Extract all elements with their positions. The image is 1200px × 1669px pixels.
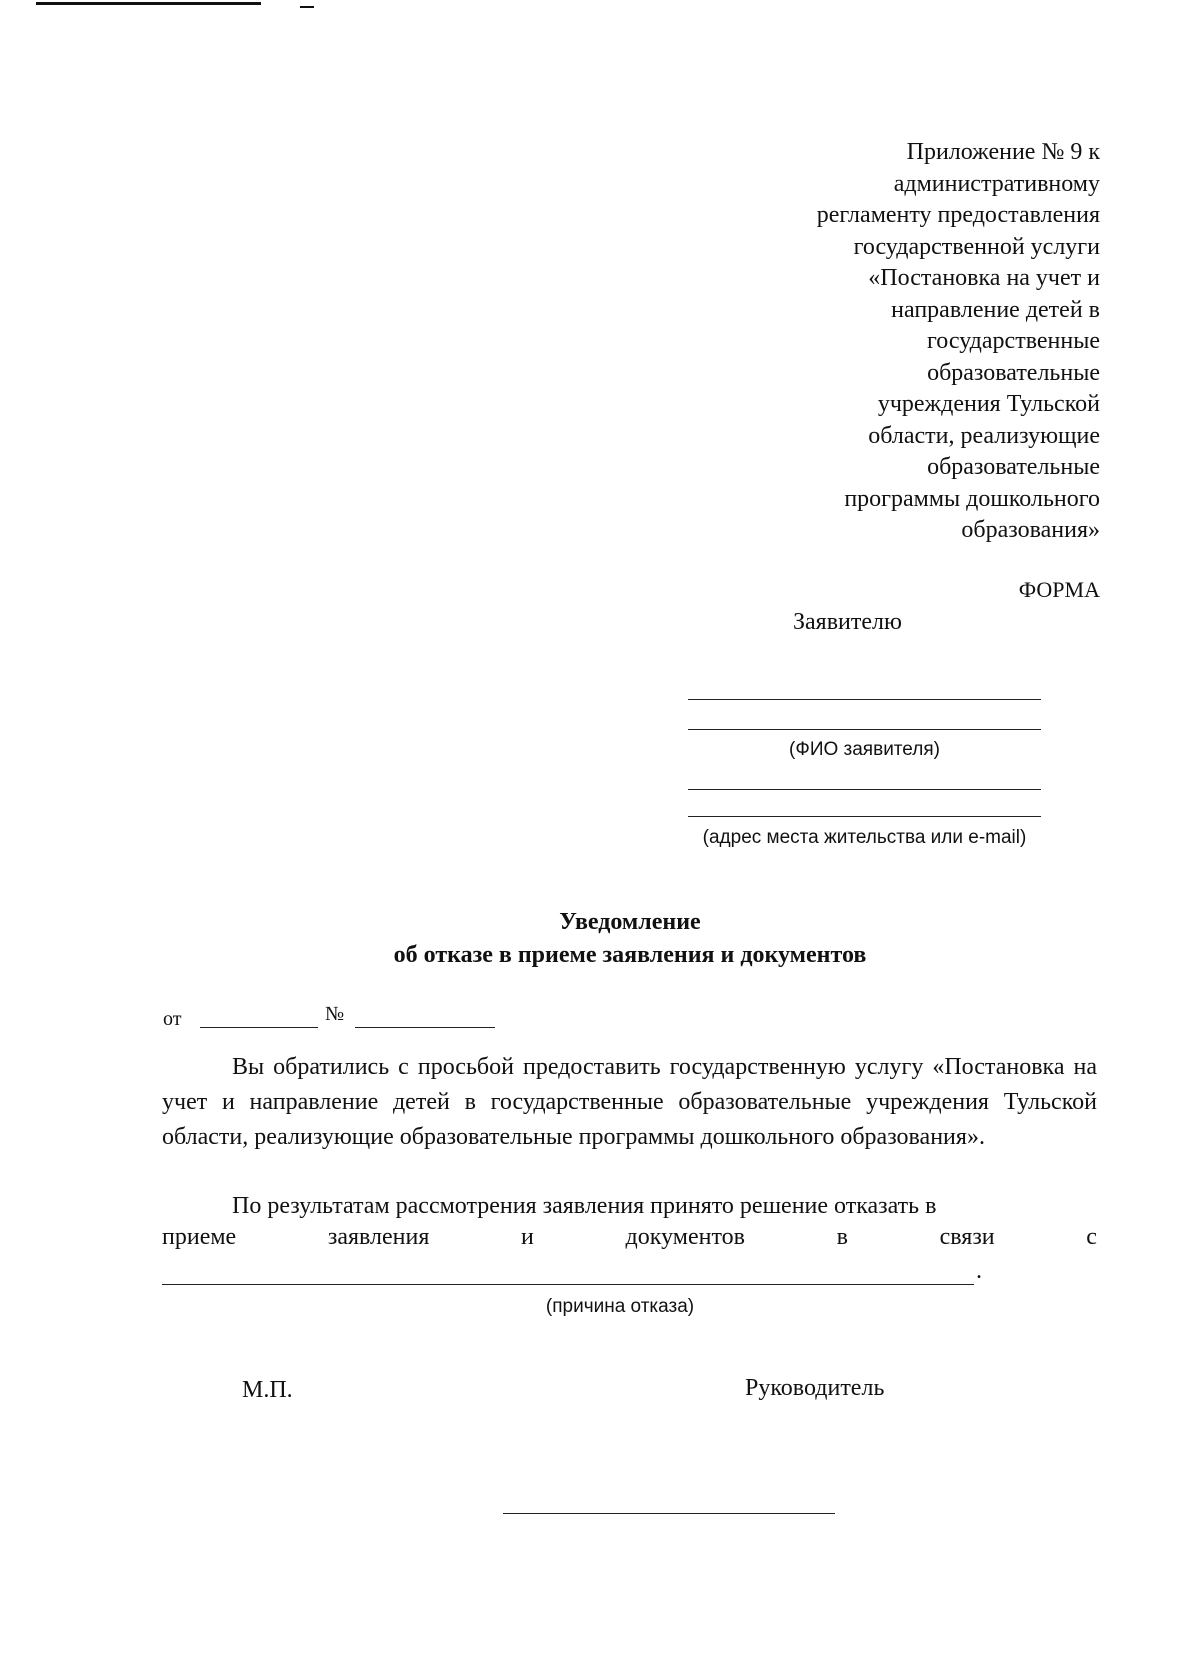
reason-caption: (причина отказа) xyxy=(545,1296,695,1317)
word: приеме xyxy=(162,1224,237,1250)
annex-line: государственной услуги xyxy=(853,233,1100,260)
annex-line: Приложение № 9 к xyxy=(906,139,1100,165)
annex-line: образования» xyxy=(961,517,1100,543)
body-paragraph-2 xyxy=(162,1189,1097,1224)
number-field-line[interactable] xyxy=(355,1027,495,1028)
seal-label: М.П. xyxy=(242,1377,293,1403)
annex-line: образовательные xyxy=(927,359,1100,386)
body-paragraph-2-text: По результатам рассмотрения заявления принято решение отказать в xyxy=(232,1193,937,1219)
annex-header xyxy=(680,137,1100,547)
word: с xyxy=(1086,1224,1097,1250)
scan-artifact-line xyxy=(36,2,261,5)
annex-line: «Постановка на учет и xyxy=(868,265,1100,291)
word: связи xyxy=(939,1224,995,1250)
reason-field-line[interactable] xyxy=(162,1284,974,1285)
notice-subtitle: об отказе в приеме заявления и документов xyxy=(393,942,867,968)
word: документов xyxy=(625,1224,745,1250)
annex-line: образовательные xyxy=(927,454,1100,480)
annex-line: направление детей в xyxy=(891,296,1100,323)
head-label: Руководитель xyxy=(745,1375,885,1401)
head-signature-line[interactable] xyxy=(503,1513,835,1514)
word: в xyxy=(836,1224,848,1250)
word: и xyxy=(521,1224,534,1250)
reason-period: . xyxy=(976,1258,982,1284)
body-paragraph-2-continuation xyxy=(162,1224,1097,1251)
annex-line: учреждения Тульской xyxy=(877,391,1100,417)
applicant-name-line[interactable] xyxy=(688,699,1041,700)
number-label: № xyxy=(325,1003,345,1025)
body-paragraph-1 xyxy=(162,1050,1097,1155)
notice-title: Уведомление xyxy=(559,909,701,935)
applicant-address-line[interactable] xyxy=(688,789,1041,790)
applicant-name-caption: (ФИО заявителя) xyxy=(789,739,940,760)
applicant-address-caption: (адрес места жительства или e-mail) xyxy=(702,827,1027,848)
scan-artifact-mark xyxy=(300,6,314,8)
annex-line: программы дошкольного xyxy=(844,485,1100,512)
addressee-label: Заявителю xyxy=(793,609,902,635)
annex-line: области, реализующие xyxy=(868,422,1100,449)
form-label: ФОРМА xyxy=(1018,577,1100,602)
applicant-name-line-2[interactable] xyxy=(688,729,1041,730)
annex-line: государственные xyxy=(927,328,1100,354)
applicant-address-line-2[interactable] xyxy=(688,816,1041,817)
annex-line: регламенту предоставления xyxy=(816,202,1100,228)
date-field-line[interactable] xyxy=(200,1027,318,1028)
body-paragraph-1-text: Вы обратились с просьбой предоставить государственную услугу «Постановка на учет и направление детей в государственные образовательные учреждения Тульской области, реализующие образовательные программы дошкольного образования». xyxy=(162,1054,1097,1150)
date-label: от xyxy=(163,1008,182,1030)
annex-line: административному xyxy=(893,170,1100,197)
word: заявления xyxy=(327,1224,430,1250)
